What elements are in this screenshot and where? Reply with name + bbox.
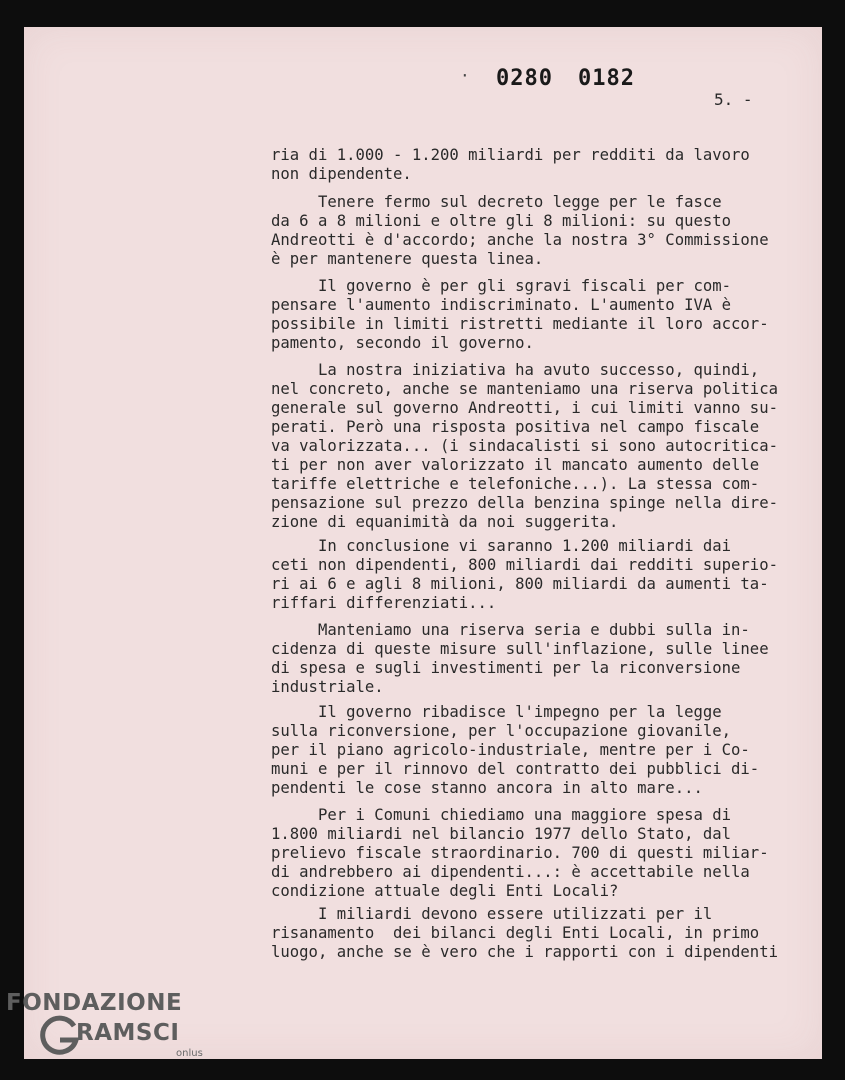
text-line: La nostra iniziativa ha avuto successo, quindi, — [271, 361, 760, 379]
text-line: luogo, anche se è vero che i rapporti con i dipendenti — [271, 943, 778, 961]
text-line: prelievo fiscale straordinario. 700 di questi miliar- — [271, 844, 769, 862]
text-line: condizione attuale degli Enti Locali? — [271, 882, 619, 900]
text-line: Il governo ribadisce l'impegno per la legge — [271, 703, 722, 721]
text-line: 1.800 miliardi nel bilancio 1977 dello Stato, dal — [271, 825, 732, 843]
text-line: I miliardi devono essere utilizzati per il — [271, 905, 713, 923]
text-line: da 6 a 8 milioni e oltre gli 8 milioni: su questo — [271, 212, 732, 230]
text-line: Il governo è per gli sgravi fiscali per com- — [271, 277, 732, 295]
text-line: risanamento dei bilanci degli Enti Locali, in primo — [271, 924, 760, 942]
text-line: Andreotti è d'accordo; anche la nostra 3° Commissione — [271, 231, 769, 249]
text-line: generale sul governo Andreotti, i cui limiti vanno su- — [271, 399, 778, 417]
text-line: va valorizzata... (i sindacalisti si sono autocritica- — [271, 437, 778, 455]
text-line: zione di equanimità da noi suggerita. — [271, 513, 619, 531]
page-number: 5. - — [714, 90, 753, 109]
text-line: tariffe elettriche e telefoniche...). La stessa com- — [271, 475, 760, 493]
text-line: pensazione sul prezzo della benzina spinge nella dire- — [271, 494, 778, 512]
text-line: pamento, secondo il governo. — [271, 334, 534, 352]
archive-number-left: 0280 — [496, 66, 553, 91]
text-line: è per mantenere questa linea. — [271, 250, 544, 268]
text-line: muni e per il rinnovo del contratto dei pubblici di- — [271, 760, 760, 778]
text-line: pendenti le cose stanno ancora in alto mare... — [271, 779, 703, 797]
text-line: per il piano agricolo-industriale, mentre per i Co- — [271, 741, 750, 759]
stamp-mark: · — [460, 66, 470, 85]
text-line: Tenere fermo sul decreto legge per le fasce — [271, 193, 722, 211]
text-line: non dipendente. — [271, 165, 412, 183]
text-line: perati. Però una risposta positiva nel campo fiscale — [271, 418, 760, 436]
text-line: possibile in limiti ristretti mediante il loro accor- — [271, 315, 769, 333]
text-line: nel concreto, anche se manteniamo una riserva politica — [271, 380, 778, 398]
archive-number-right: 0182 — [578, 66, 635, 91]
text-line: Manteniamo una riserva seria e dubbi sulla in- — [271, 621, 750, 639]
text-line: ri ai 6 e agli 8 milioni, 800 miliardi da aumenti ta- — [271, 575, 769, 593]
text-line: cidenza di queste misure sull'inflazione, sulle linee — [271, 640, 769, 658]
text-line: In conclusione vi saranno 1.200 miliardi dai — [271, 537, 732, 555]
text-line: Per i Comuni chiediamo una maggiore spesa di — [271, 806, 732, 824]
text-line: di spesa e sugli investimenti per la riconversione — [271, 659, 741, 677]
text-line: ria di 1.000 - 1.200 miliardi per redditi da lavoro — [271, 146, 750, 164]
text-line: riffari differenziati... — [271, 594, 497, 612]
text-line: sulla riconversione, per l'occupazione giovanile, — [271, 722, 732, 740]
text-line: ti per non aver valorizzato il mancato aumento delle — [271, 456, 760, 474]
text-line: industriale. — [271, 678, 384, 696]
fondazione-gramsci-logo — [6, 990, 216, 1070]
logo-onlus: onlus — [176, 1048, 203, 1059]
logo-line-1: FONDAZIONE — [6, 990, 183, 1016]
text-line: pensare l'aumento indiscriminato. L'aumento IVA è — [271, 296, 732, 314]
logo-line-2: RAMSCI — [76, 1020, 180, 1046]
text-line: di andrebbero ai dipendenti...: è accettabile nella — [271, 863, 750, 881]
text-line: ceti non dipendenti, 800 miliardi dai redditi superio- — [271, 556, 778, 574]
